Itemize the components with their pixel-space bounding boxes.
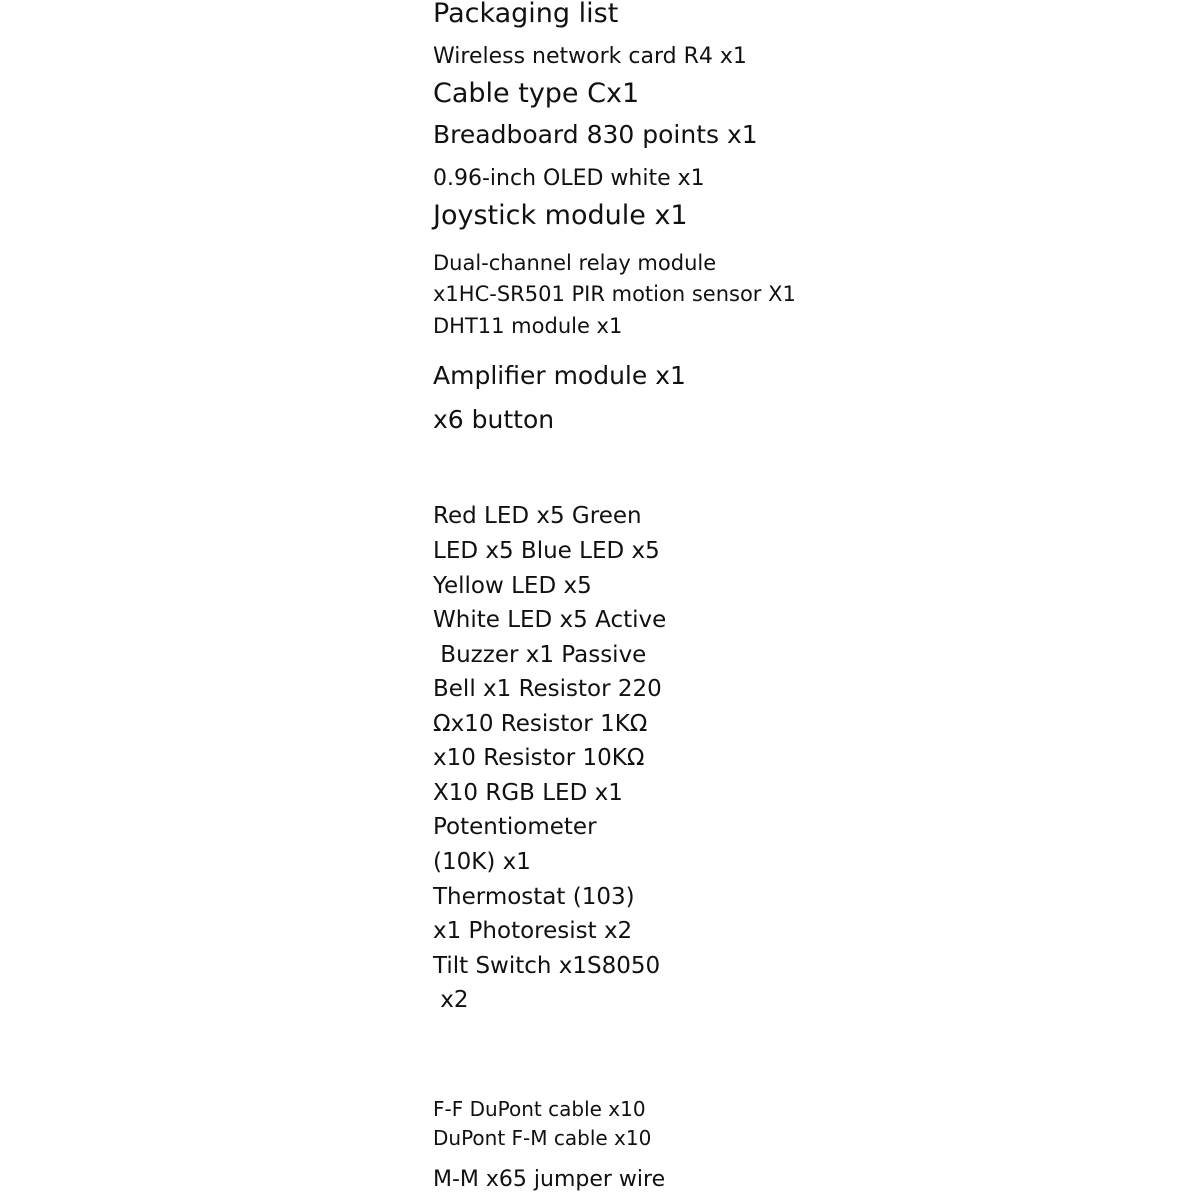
list-item: White LED x5 Active — [433, 607, 667, 633]
list-item: Red LED x5 Green — [433, 503, 642, 529]
list-item: X10 RGB LED x1 — [433, 780, 623, 806]
list-item: Yellow LED x5 — [433, 573, 592, 599]
list-item: x1 Photoresist x2 — [433, 918, 633, 944]
list-item: DuPont F-M cable x10 — [433, 1126, 652, 1150]
list-item: Amplifier module x1 — [433, 361, 686, 390]
list-item: LED x5 Blue LED x5 — [433, 538, 660, 564]
list-item: x1HC-SR501 PIR motion sensor X1 — [433, 282, 796, 306]
list-item: M-M x65 jumper wire — [433, 1167, 666, 1192]
list-item: Joystick module x1 — [433, 200, 688, 231]
page-title: Packaging list — [433, 0, 619, 29]
list-item: Buzzer x1 Passive — [433, 642, 647, 668]
list-item: Wireless network card R4 x1 — [433, 44, 747, 69]
list-item: Tilt Switch x1S8050 — [433, 953, 661, 979]
list-item: 0.96-inch OLED white x1 — [433, 166, 705, 191]
list-item: DHT11 module x1 — [433, 314, 623, 338]
list-item: Dual-channel relay module — [433, 251, 717, 275]
list-item: Cable type Cx1 — [433, 78, 640, 109]
list-item: x10 Resistor 10KΩ — [433, 745, 645, 771]
list-item: x6 button — [433, 405, 555, 434]
list-item: Breadboard 830 points x1 — [433, 120, 758, 149]
list-item: Bell x1 Resistor 220 — [433, 676, 662, 702]
list-item: (10K) x1 — [433, 849, 531, 875]
list-item: F-F DuPont cable x10 — [433, 1097, 646, 1121]
list-item: Thermostat (103) — [433, 884, 635, 910]
list-item: Potentiometer — [433, 814, 597, 840]
list-item: Ωx10 Resistor 1KΩ — [433, 711, 648, 737]
list-item: x2 — [433, 987, 469, 1013]
